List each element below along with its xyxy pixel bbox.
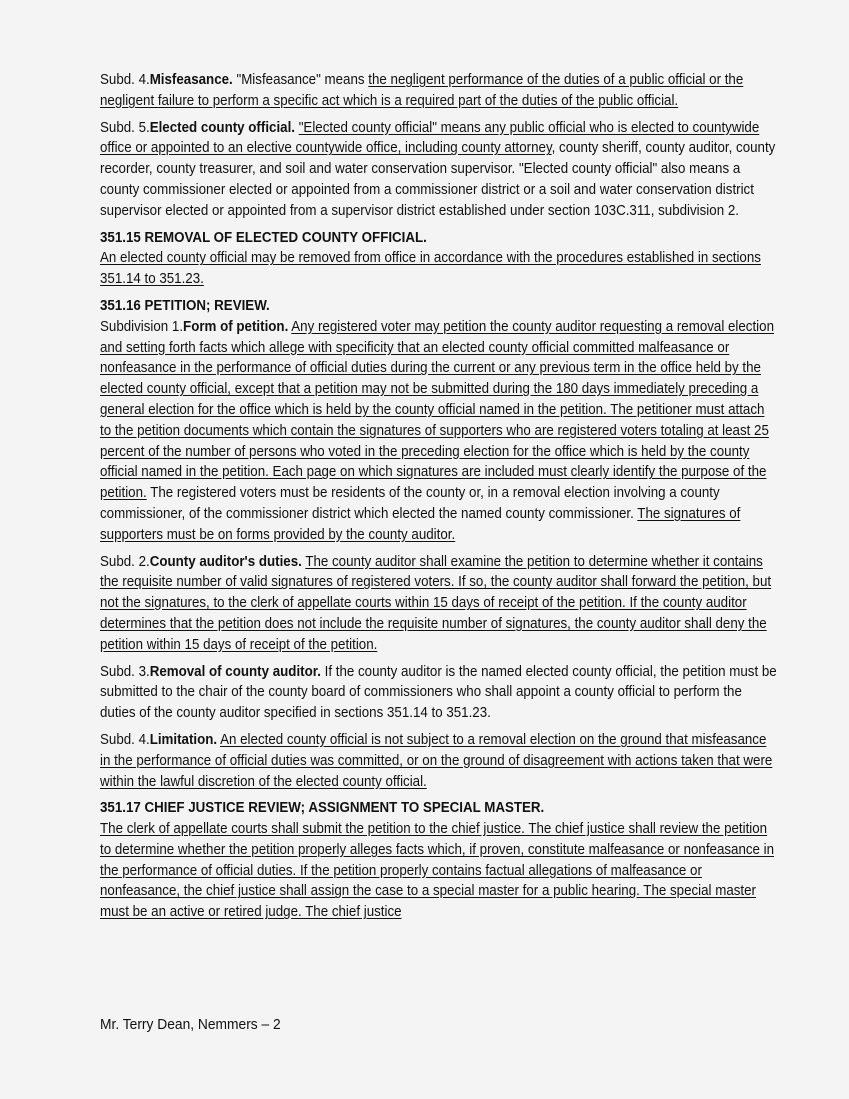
plain-text: , county sheriff, county auditor, county recorder, county treasurer, and soil and water conservation supervisor. "Elected county official" also means a county commissioner elected or appointed from a commissioner district or a soil and water conservation district supervisor elected or appointed from a supervisor district established under section 103C.311, subdivision 2. [100,140,776,219]
underlined-text: the negligent performance of the duties of a public official or the negligent failure to perform a specific act which is a required part of the duties of the public official. [100,72,744,109]
plain-text: The registered voters must be residents of the county or, in a removal election involving a county commissioner, of the commissioner district which elected the named county commissioner. [100,485,720,522]
section-351-17-body [100,819,778,923]
subd-title: Removal of county auditor. [149,663,321,680]
subd-title: Limitation. [149,731,218,748]
subd-prefix: Subd. 4. [100,731,150,748]
underlined-text: The clerk of appellate courts shall submit the petition to the chief justice. The chief justice shall review the petition to determine whether the petition properly alleges facts which, if proven, constitute malfeasance or nonfeasance in the performance of official duties. If the petition properly contains factual allegations of malfeasance or nonfeasance, the chief justice shall assign the case to a special master for a public hearing. The special master must be an active or retired judge. The chief justice [100,821,775,921]
subd-title: Form of petition. [183,318,289,335]
section-351-15-body [100,248,778,290]
section-heading-351-15: 351.15 REMOVAL OF ELECTED COUNTY OFFICIAL. [100,229,427,246]
subd-2-auditor-duties [100,552,778,656]
underlined-text: An elected county official may be removed from office in accordance with the procedures established in sections 351.14 to 351.23. [100,250,761,288]
subd-prefix: Subd. 2. [100,553,150,570]
subd-title: County auditor's duties. [149,553,302,570]
subd-title: Elected county official. [149,119,295,136]
subd-4-limitation [100,730,778,792]
subd-prefix: Subd. 5. [100,119,150,136]
subdivision-1-form-of-petition [100,317,778,546]
underlined-text: An elected county official is not subject to a removal election on the ground that misfeasance in the performance of official duties was committed, or on the ground of disagreement with actions taken that were within the lawful discretion of the elected county official. [100,731,773,790]
subd-title: Misfeasance. [149,72,233,88]
subd-prefix: Subd. 3. [100,663,150,680]
subd-prefix: Subd. 4. [100,72,150,88]
statute-text [100,70,778,929]
underlined-text: Any registered voter may petition the county auditor requesting a removal election and setting forth facts which allege with specificity that an elected county official committed malfeasance or nonfeasance in the performance of official duties during the current or any previous term in the office held by the elected county official, except that a petition may not be submitted during the 180 days immediately preceding a general election for the office which is held by the county official named in the petition. The petitioner must attach to the petition documents which contain the signatures of supporters who are registered voters totaling at least 25 percent of the number of persons who voted in the preceding election for the office which is held by the county official named in the petition. Each page on which signatures are included must clearly identify the purpose of the petition. [100,318,775,502]
subd-3-removal-of-auditor [100,662,778,724]
page-footer: Mr. Terry Dean, Nemmers – 2 [100,1016,281,1033]
subd-4-misfeasance [100,70,778,112]
subd-prefix: Subdivision 1. [100,318,184,335]
underlined-text: The signatures of supporters must be on forms provided by the county auditor. [100,505,741,543]
plain-text: "Misfeasance" means [232,72,369,88]
underlined-text: "Elected county official" means any public official who is elected to countywide office or appointed to an elective countywide office, including county attorney [100,119,760,157]
underlined-text: The county auditor shall examine the petition to determine whether it contains the requisite number of valid signatures of registered voters. If so, the county auditor shall forward the petition, but not the signatures, to the clerk of appellate courts within 15 days of receipt of the petition. If the county auditor determines that the petition does not include the requisite number of signatures, the county auditor shall deny the petition within 15 days of receipt of the petition. [100,553,772,653]
subd-5-elected-official [100,118,778,222]
section-heading-351-16: 351.16 PETITION; REVIEW. [100,297,270,314]
section-heading-351-17: 351.17 CHIEF JUSTICE REVIEW; ASSIGNMENT TO SPECIAL MASTER. [100,800,545,817]
plain-text: If the county auditor is the named elected county official, the petition must be submitted to the chair of the county board of commissioners who shall appoint a county official to perform the duties of the county auditor specified in sections 351.14 to 351.23. [100,663,777,722]
